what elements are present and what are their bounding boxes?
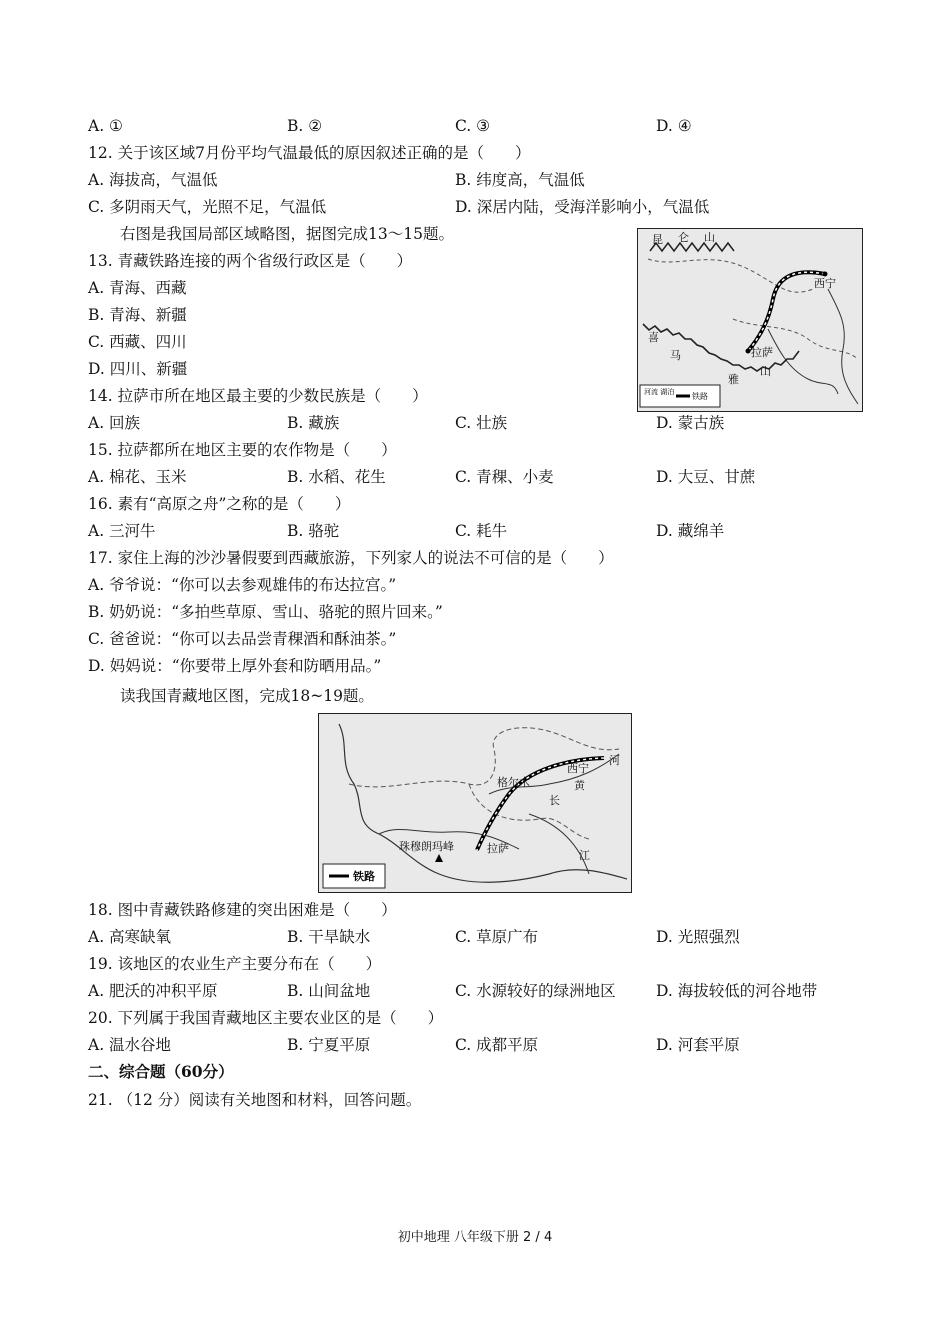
q16-option-c: C. 耗牛 (455, 522, 508, 540)
map1-label-xi: 喜 (648, 331, 659, 344)
section-2-heading: 二、综合题（60分） (88, 1062, 234, 1081)
map2-graphic (319, 714, 631, 892)
map2-changjiang (529, 814, 589, 874)
map2-label-xining: 西宁 (567, 762, 589, 775)
map1-label-xining: 西宁 (814, 277, 836, 290)
map1-label-kun: 昆 (652, 233, 663, 246)
q14-option-d: D. 蒙古族 (656, 414, 725, 432)
map1-graphic (638, 229, 862, 411)
q19-option-b: B. 山间盆地 (287, 982, 371, 1000)
intro-18-19: 读我国青藏地区图，完成18~19题。 (120, 687, 374, 705)
q17-option-b: B. 奶奶说：“多拍些草原、雪山、骆驼的照片回来。” (88, 603, 443, 621)
q17-option-c: C. 爸爸说：“你可以去品尝青稞酒和酥油茶。” (88, 630, 397, 648)
q14-option-a: A. 回族 (88, 414, 141, 432)
map2-label-huang: 黄 (574, 779, 585, 792)
map2-label-lhasa: 拉萨 (487, 842, 509, 855)
map2-everest-marker (435, 854, 443, 862)
map2-legend-rail: 铁路 (353, 870, 375, 883)
map2-label-everest: 珠穆朗玛峰 (399, 840, 454, 853)
q13-option-a: A. 青海、西藏 (88, 279, 187, 297)
map1-legend-river: 河流 湖泊 (644, 388, 675, 396)
map-qinghai-tibet-railway (637, 228, 863, 412)
map1-river (768, 329, 838, 394)
q19-stem: 19. 该地区的农业生产主要分布在（ ） (88, 955, 382, 973)
q16-option-d: D. 藏绵羊 (656, 522, 725, 540)
map1-label-shan1: 山 (704, 231, 715, 244)
q14-option-c: C. 壮族 (455, 414, 508, 432)
q20-option-d: D. 河套平原 (656, 1036, 740, 1054)
q20-stem: 20. 下列属于我国青藏地区主要农业区的是（ ） (88, 1009, 444, 1027)
map1-label-shan2: 山 (760, 365, 771, 378)
q18-option-d: D. 光照强烈 (656, 928, 740, 946)
q18-stem: 18. 图中青藏铁路修建的突出困难是（ ） (88, 901, 397, 919)
q12-option-c: C. 多阴雨天气，光照不足，气温低 (88, 198, 327, 216)
map1-xining-dot (823, 272, 828, 277)
q16-stem: 16. 素有“高原之舟”之称的是（ ） (88, 495, 351, 513)
map1-legend-rail: 铁路 (692, 392, 708, 401)
q17-stem: 17. 家住上海的沙沙暑假要到西藏旅游，下列家人的说法不可信的是（ ） (88, 549, 614, 567)
q14-stem: 14. 拉萨市所在地区最主要的少数民族是（ ） (88, 387, 428, 405)
q13-option-b: B. 青海、新疆 (88, 306, 187, 324)
map1-river (828, 289, 858, 404)
q19-option-c: C. 水源较好的绿洲地区 (455, 982, 616, 1000)
q19-option-a: A. 肥沃的冲积平原 (88, 982, 218, 1000)
q21-stem: 21. （12 分）阅读有关地图和材料，回答问题。 (88, 1091, 422, 1109)
q15-option-c: C. 青稞、小麦 (455, 468, 554, 486)
map-qinghai-tibet-region (318, 713, 632, 893)
q18-option-c: C. 草原广布 (455, 928, 539, 946)
q13-stem: 13. 青藏铁路连接的两个省级行政区是（ ） (88, 252, 413, 270)
q17-option-a: A. 爷爷说：“你可以去参观雄伟的布达拉宫。” (88, 576, 397, 594)
map1-lhasa-dot (746, 349, 751, 354)
map1-label-ya: 雅 (728, 373, 739, 386)
q19-option-d: D. 海拔较低的河谷地带 (656, 982, 818, 1000)
q11-option-c: C. ③ (455, 117, 491, 135)
map2-label-he: 河 (609, 754, 620, 767)
q17-option-d: D. 妈妈说：“你要带上厚外套和防晒用品。” (88, 657, 382, 675)
q13-option-d: D. 四川、新疆 (88, 360, 188, 378)
q15-stem: 15. 拉萨都所在地区主要的农作物是（ ） (88, 441, 397, 459)
q12-stem: 12. 关于该区域7月份平均气温最低的原因叙述正确的是（ ） (88, 144, 531, 162)
q20-option-a: A. 温水谷地 (88, 1036, 172, 1054)
q13-option-c: C. 西藏、四川 (88, 333, 187, 351)
q12-option-d: D. 深居内陆，受海洋影响小，气温低 (455, 198, 710, 216)
q16-option-b: B. 骆驼 (287, 522, 340, 540)
map1-label-lun: 仑 (678, 231, 689, 244)
map2-label-jiang: 江 (579, 849, 590, 862)
q11-option-b: B. ② (287, 117, 323, 135)
map2-label-golmud: 格尔木 (497, 776, 530, 789)
map1-label-lhasa: 拉萨 (751, 346, 773, 359)
map1-label-ma: 马 (670, 349, 681, 362)
q15-option-d: D. 大豆、甘蔗 (656, 468, 756, 486)
q16-option-a: A. 三河牛 (88, 522, 156, 540)
q18-option-b: B. 干旱缺水 (287, 928, 371, 946)
page-footer: 初中地理 八年级下册 2 / 4 (397, 1230, 553, 1245)
map1-himalaya-mountains (643, 324, 799, 371)
q18-option-a: A. 高寒缺氧 (88, 928, 172, 946)
q15-option-a: A. 棉花、玉米 (88, 468, 187, 486)
q12-option-a: A. 海拔高，气温低 (88, 171, 218, 189)
q11-option-d: D. ④ (656, 117, 692, 135)
q12-option-b: B. 纬度高，气温低 (455, 171, 585, 189)
q20-option-c: C. 成都平原 (455, 1036, 539, 1054)
intro-13-15: 右图是我国局部区域略图，据图完成13～15题。 (120, 225, 454, 243)
q20-option-b: B. 宁夏平原 (287, 1036, 371, 1054)
map2-border-dashed (349, 728, 619, 787)
q11-option-a: A. ① (88, 117, 123, 135)
map2-label-chang: 长 (549, 794, 560, 807)
q15-option-b: B. 水稻、花生 (287, 468, 386, 486)
q14-option-b: B. 藏族 (287, 414, 340, 432)
